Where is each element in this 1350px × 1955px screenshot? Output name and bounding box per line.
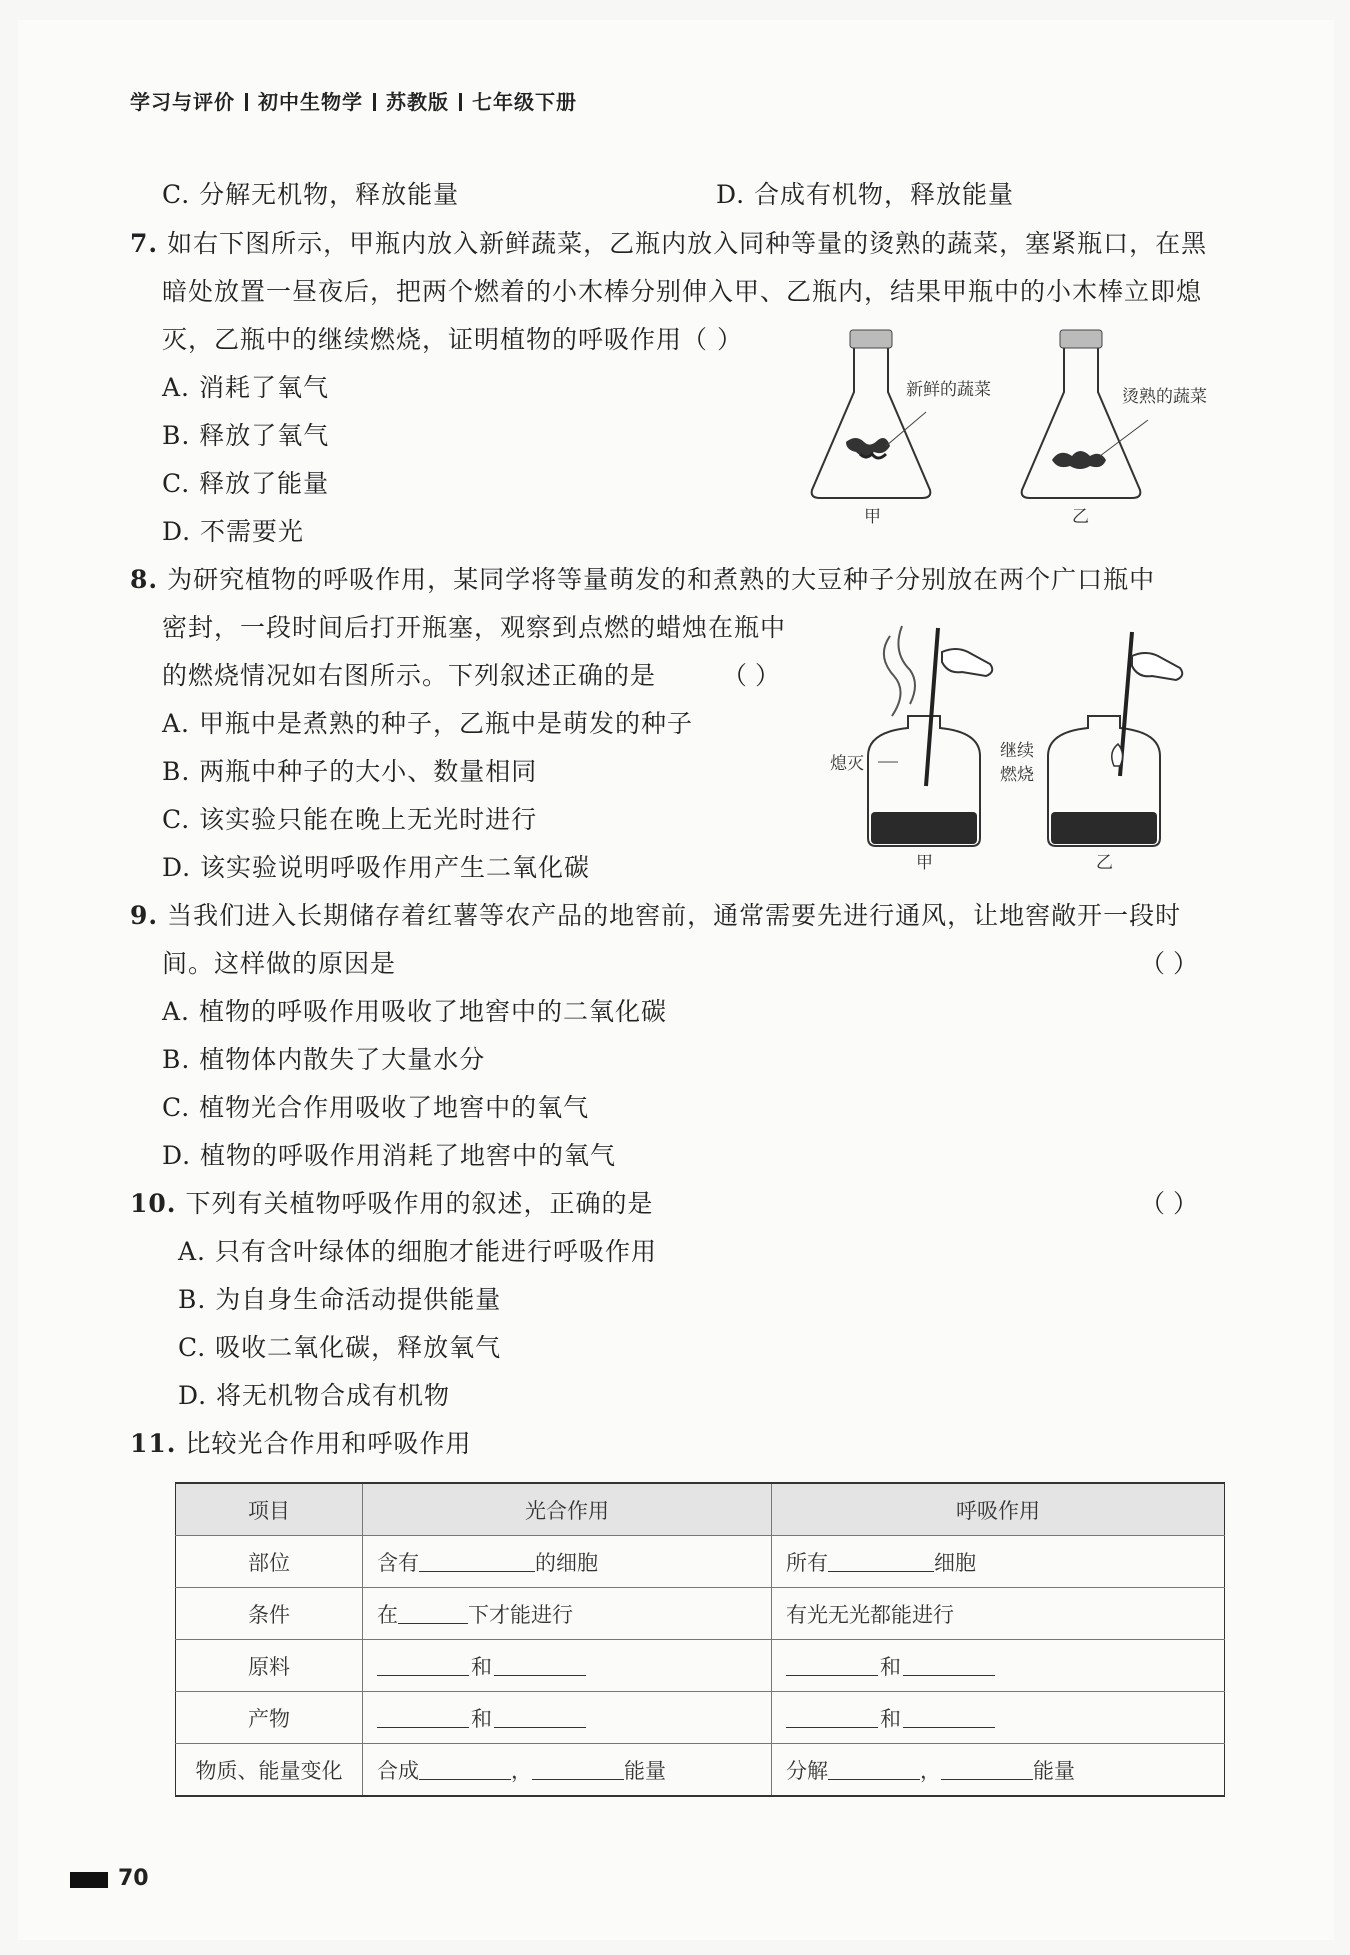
q11-number: 11.	[130, 1429, 177, 1458]
table-row	[176, 1692, 1225, 1744]
cell-text: ，	[920, 1758, 941, 1783]
q10-answer-paren: （ ）	[1140, 1189, 1198, 1218]
cell-text: 和	[880, 1706, 901, 1731]
fill-blank[interactable]	[941, 1759, 1033, 1780]
fill-blank[interactable]	[419, 1759, 511, 1780]
jar-yi	[1048, 632, 1182, 846]
label-fresh-vegetable: 新鲜的蔬菜	[906, 380, 991, 400]
photo-cell	[363, 1744, 772, 1797]
q9-stem-line-2: 间。这样做的原因是	[162, 949, 397, 978]
q10-option-d: D. 将无机物合成有机物	[178, 1381, 451, 1410]
q9-text-1: 当我们进入长期储存着红薯等农产品的地窖前，通常需要先进行通风，让地窖敞开一段时	[167, 901, 1182, 930]
q7-option-c: C. 释放了能量	[162, 469, 330, 498]
fill-blank[interactable]	[494, 1655, 586, 1676]
cell-text: 细胞	[934, 1550, 976, 1575]
label-continue-1: 继续	[1000, 741, 1034, 761]
q7-flask-figure	[800, 322, 1240, 532]
q8-option-d: D. 该实验说明呼吸作用产生二氧化碳	[162, 853, 591, 882]
q7-text-1: 如右下图所示，甲瓶内放入新鲜蔬菜，乙瓶内放入同种等量的烫熟的蔬菜，塞紧瓶口，在黑	[167, 229, 1208, 258]
cell-text: 的细胞	[535, 1550, 598, 1575]
cell-text: 在	[377, 1602, 398, 1627]
row-item: 产物	[176, 1692, 363, 1744]
photo-cell	[363, 1536, 772, 1588]
jar-jia	[868, 626, 992, 846]
row-item: 原料	[176, 1640, 363, 1692]
fill-blank[interactable]	[903, 1655, 995, 1676]
table-row	[176, 1588, 1225, 1640]
resp-cell	[772, 1640, 1225, 1692]
q10-option-c: C. 吸收二氧化碳，释放氧气	[178, 1333, 502, 1362]
label-yi: 乙	[1072, 507, 1089, 527]
label-jia: 甲	[864, 507, 881, 527]
cell-text: 有光无光都能进行	[786, 1602, 954, 1627]
cell-text: 分解	[786, 1758, 828, 1783]
table-header: 项目	[176, 1483, 363, 1536]
fill-blank[interactable]	[532, 1759, 624, 1780]
q9-stem-line-1	[130, 896, 1181, 932]
q6-option-d: D. 合成有机物，释放能量	[716, 180, 1015, 209]
photo-cell	[363, 1588, 772, 1640]
fill-blank[interactable]	[377, 1707, 469, 1728]
q9-answer-paren: （ ）	[1140, 949, 1198, 978]
row-item: 物质、能量变化	[176, 1744, 363, 1797]
q9-option-d: D. 植物的呼吸作用消耗了地窖中的氧气	[162, 1141, 617, 1170]
fill-blank[interactable]	[419, 1551, 535, 1572]
fill-blank[interactable]	[398, 1603, 468, 1624]
q10-stem-line-1	[130, 1184, 653, 1220]
page-number: 70	[118, 1866, 149, 1891]
cell-text: 含有	[377, 1550, 419, 1575]
header-part: 初中生物学	[258, 90, 363, 114]
table-header: 光合作用	[363, 1483, 772, 1536]
photo-cell	[363, 1640, 772, 1692]
table-header: 呼吸作用	[772, 1483, 1225, 1536]
q8-option-a: A. 甲瓶中是煮熟的种子，乙瓶中是萌发的种子	[162, 709, 693, 738]
cell-text: 和	[880, 1654, 901, 1679]
resp-cell	[772, 1536, 1225, 1588]
resp-cell	[772, 1692, 1225, 1744]
label-cooked-vegetable: 烫熟的蔬菜	[1122, 387, 1207, 407]
q7-text-3: 灭，乙瓶中的继续燃烧，证明植物的呼吸作用	[162, 325, 683, 354]
row-item: 部位	[176, 1536, 363, 1588]
q8-number: 8.	[130, 565, 159, 594]
q7-option-b: B. 释放了氧气	[162, 421, 330, 450]
q8-stem-line-3: 的燃烧情况如右图所示。下列叙述正确的是	[162, 661, 657, 690]
q7-stem-line-3	[162, 320, 743, 356]
q9-number: 9.	[130, 901, 159, 930]
label-extinguished: 熄灭	[830, 754, 864, 774]
fill-blank[interactable]	[377, 1655, 469, 1676]
cell-text: 和	[471, 1654, 492, 1679]
q11-text-1: 比较光合作用和呼吸作用	[185, 1429, 472, 1458]
header-part: 学习与评价	[130, 90, 235, 114]
header-separator	[459, 93, 462, 111]
q8-jar-figure	[830, 616, 1230, 876]
cell-text: ，	[511, 1758, 532, 1783]
photo-cell	[363, 1692, 772, 1744]
page-number-marker	[70, 1872, 108, 1888]
label-jia: 甲	[916, 853, 933, 873]
header-separator	[245, 93, 248, 111]
q10-number: 10.	[130, 1189, 177, 1218]
table-row	[176, 1744, 1225, 1797]
q6-option-c: C. 分解无机物，释放能量	[162, 180, 460, 209]
q7-option-d: D. 不需要光	[162, 517, 305, 546]
q10-option-a: A. 只有含叶绿体的细胞才能进行呼吸作用	[178, 1237, 657, 1266]
q9-option-c: C. 植物光合作用吸收了地窖中的氧气	[162, 1093, 590, 1122]
table-row	[176, 1640, 1225, 1692]
fill-blank[interactable]	[828, 1759, 920, 1780]
resp-cell	[772, 1588, 1225, 1640]
q8-answer-paren: （ ）	[722, 661, 780, 690]
q10-text-1: 下列有关植物呼吸作用的叙述，正确的是	[185, 1189, 654, 1218]
fill-blank[interactable]	[903, 1707, 995, 1728]
fill-blank[interactable]	[786, 1707, 878, 1728]
q7-stem-line-1	[130, 224, 1207, 260]
q7-stem-line-2: 暗处放置一昼夜后，把两个燃着的小木棒分别伸入甲、乙瓶内，结果甲瓶中的小木棒立即熄	[162, 277, 1203, 306]
fill-blank[interactable]	[494, 1707, 586, 1728]
q7-option-a: A. 消耗了氧气	[162, 373, 329, 402]
cell-text: 和	[471, 1706, 492, 1731]
fill-blank[interactable]	[786, 1655, 878, 1676]
flask-yi	[1022, 330, 1148, 498]
cell-text: 能量	[624, 1758, 666, 1783]
q7-number: 7.	[130, 229, 159, 258]
row-item: 条件	[176, 1588, 363, 1640]
q9-option-a: A. 植物的呼吸作用吸收了地窖中的二氧化碳	[162, 997, 667, 1026]
q8-stem-line-1	[130, 560, 1155, 596]
q8-text-1: 为研究植物的呼吸作用，某同学将等量萌发的和煮熟的大豆种子分别放在两个广口瓶中	[167, 565, 1156, 594]
q8-option-b: B. 两瓶中种子的大小、数量相同	[162, 757, 538, 786]
label-yi: 乙	[1096, 853, 1113, 873]
header-part: 七年级下册	[472, 90, 577, 114]
q11-stem-line-1	[130, 1424, 471, 1460]
cell-text: 合成	[377, 1758, 419, 1783]
q9-option-b: B. 植物体内散失了大量水分	[162, 1045, 486, 1074]
q8-stem-line-2: 密封，一段时间后打开瓶塞，观察到点燃的蜡烛在瓶中	[162, 613, 787, 642]
cell-text: 能量	[1033, 1758, 1075, 1783]
q10-option-b: B. 为自身生命活动提供能量	[178, 1285, 502, 1314]
label-continue-2: 燃烧	[1000, 765, 1034, 785]
resp-cell	[772, 1744, 1225, 1797]
running-header	[130, 86, 577, 115]
table-header-row	[176, 1483, 1225, 1536]
comparison-table	[175, 1482, 1225, 1797]
flask-jia	[812, 330, 931, 498]
q7-answer-paren: （ ）	[682, 325, 743, 354]
header-separator	[373, 93, 376, 111]
cell-text: 下才能进行	[468, 1602, 573, 1627]
table-row	[176, 1536, 1225, 1588]
q8-option-c: C. 该实验只能在晚上无光时进行	[162, 805, 538, 834]
fill-blank[interactable]	[828, 1551, 934, 1572]
header-part: 苏教版	[386, 90, 449, 114]
cell-text: 所有	[786, 1550, 828, 1575]
